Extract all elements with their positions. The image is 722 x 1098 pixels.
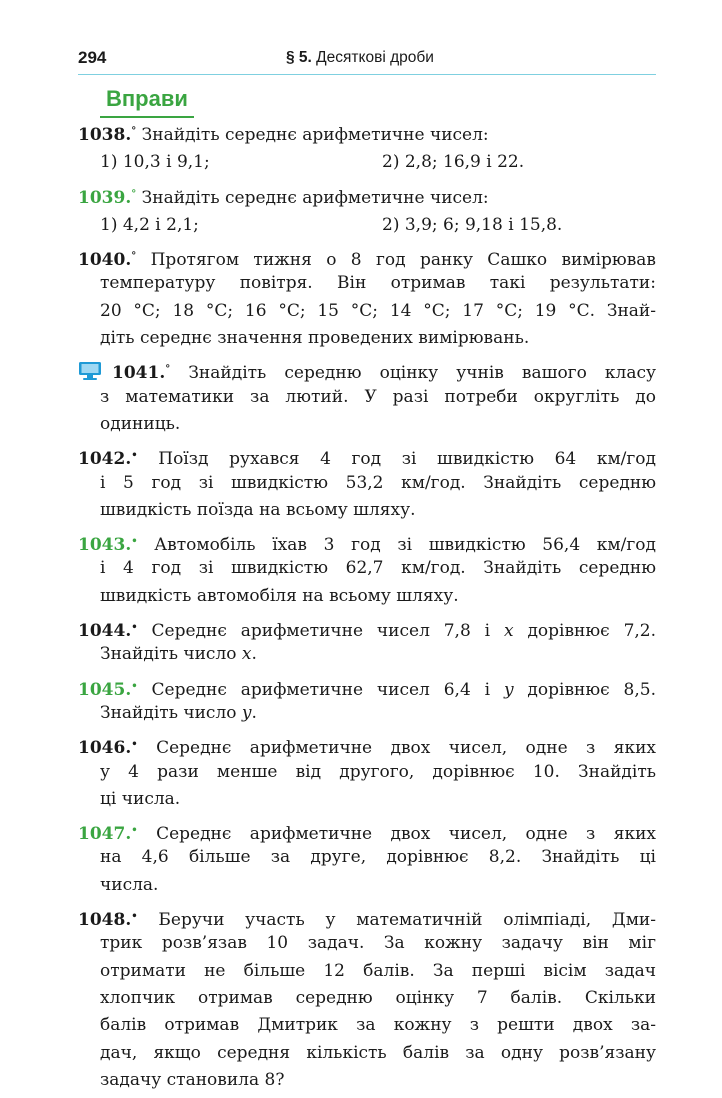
exercise-number: 1046.• <box>78 738 138 759</box>
exercise-options <box>78 149 656 176</box>
exercise-text: Знайдіть число x. <box>100 644 257 665</box>
section-heading-text: Вправи <box>106 86 188 111</box>
section-mark: § 5. <box>286 49 312 66</box>
exercise-text: Беручи участь у математичній олімпіаді, Дми- <box>158 910 656 931</box>
exercise-text: Середнє арифметичне чисел 6,4 і y дорівнює 8,5. <box>151 679 656 700</box>
exercise-text: Знайдіть середнє арифметичне чисел: <box>141 125 489 145</box>
exercise-text: і 5 год зі швидкістю 53,2 км/год. Знайдіть середню <box>100 472 656 493</box>
exercise-text: Середнє арифметичне двох чисел, одне з яких <box>156 738 656 759</box>
option-2: 2) 2,8; 16,9 і 22. <box>382 152 525 173</box>
exercise-text: Поїзд рухався 4 год зі швидкістю 64 км/год <box>158 449 656 470</box>
exercise-number: 1041.° <box>112 363 171 384</box>
exercise-text: у 4 рази менше від другого, дорівнює 10. Знайдіть <box>100 761 656 782</box>
variable-x: x <box>241 644 252 665</box>
running-title <box>286 49 434 67</box>
exercise-number: 1044.• <box>78 621 138 642</box>
exercise-1039 <box>78 181 656 240</box>
exercise-1042 <box>78 442 656 524</box>
computer-icon <box>78 361 102 381</box>
exercise-text: Автомобіль їхав 3 год зі швидкістю 56,4 км/год <box>154 535 656 556</box>
exercise-1045 <box>78 673 656 728</box>
exercise-number: 1039.° <box>78 187 137 208</box>
page-number: 294 <box>78 48 107 67</box>
exercise-text: діть середнє значення проведених вимірювань. <box>100 328 530 349</box>
exercise-number: 1048.• <box>78 910 138 931</box>
exercise-text: Знайдіть середню оцінку учнів вашого класу <box>188 363 656 384</box>
exercise-text: балів отримав Дмитрик за кожну з решти двох за- <box>100 1015 656 1036</box>
exercise-1041 <box>78 356 656 438</box>
exercise-text: хлопчик отримав середню оцінку 7 балів. Скільки <box>100 987 656 1008</box>
exercise-number: 1042.• <box>78 449 138 470</box>
section-title: Десяткові дроби <box>316 49 434 66</box>
variable-y: y <box>503 679 514 700</box>
exercise-text: Знайдіть середнє арифметичне чисел: <box>141 187 489 208</box>
exercise-text: отримати не більше 12 балів. За перші вісім задач <box>100 960 656 981</box>
option-2: 2) 3,9; 6; 9,18 і 15,8. <box>382 214 563 235</box>
exercise-text: одиниць. <box>100 413 181 434</box>
exercise-text: і 4 год зі швидкістю 62,7 км/год. Знайдіть середню <box>100 558 656 579</box>
exercise-text: швидкість поїзда на всьому шляху. <box>100 499 416 520</box>
exercise-text: з математики за лютий. У разі потреби округліть до <box>100 386 656 407</box>
exercise-number: 1040.° <box>78 250 137 271</box>
exercise-text: Середнє арифметичне чисел 7,8 і x дорівнює 7,2. <box>151 621 656 642</box>
exercise-text: ці числа. <box>100 788 181 809</box>
page-header <box>78 48 656 75</box>
exercise-1044 <box>78 614 656 669</box>
exercise-1048 <box>78 903 656 1094</box>
option-1: 1) 4,2 і 2,1; <box>100 214 199 235</box>
variable-x: x <box>503 621 514 642</box>
exercise-1043 <box>78 528 656 610</box>
section-heading <box>100 84 194 118</box>
exercise-text: Середнє арифметичне двох чисел, одне з яких <box>156 824 656 845</box>
exercise-text: Протягом тижня о 8 год ранку Сашко вимірював <box>150 250 656 271</box>
exercise-number: 1043.• <box>78 535 138 556</box>
exercise-text: задачу становила 8? <box>100 1069 285 1090</box>
exercise-text: трик розв’язав 10 задач. За кожну задачу він міг <box>100 933 656 954</box>
variable-y: y <box>241 702 252 723</box>
exercise-text: на 4,6 більше за друге, дорівнює 8,2. Знайдіть ці <box>100 847 656 868</box>
exercise-text: числа. <box>100 874 159 895</box>
exercise-number: 1045.• <box>78 679 138 700</box>
exercise-number: 1047.• <box>78 824 138 845</box>
exercise-text: дач, якщо середня кількість балів за одну розв’язану <box>100 1042 656 1063</box>
exercise-text: 20 °С; 18 °С; 16 °С; 15 °С; 14 °С; 17 °С; 19 °С. Знай- <box>100 300 656 321</box>
exercise-text: Знайдіть число y. <box>100 702 257 723</box>
option-1: 1) 10,3 і 9,1; <box>100 152 210 173</box>
exercise-options <box>78 212 656 239</box>
exercise-1040 <box>78 243 656 352</box>
exercise-number: 1038.° <box>78 125 137 145</box>
exercise-text: швидкість автомобіля на всьому шляху. <box>100 585 459 606</box>
exercise-1038 <box>78 118 656 177</box>
exercise-text: температуру повітря. Він отримав такі результати: <box>100 273 656 294</box>
exercise-1047 <box>78 817 656 899</box>
exercise-1046 <box>78 731 656 813</box>
exercise-list <box>78 118 656 1098</box>
